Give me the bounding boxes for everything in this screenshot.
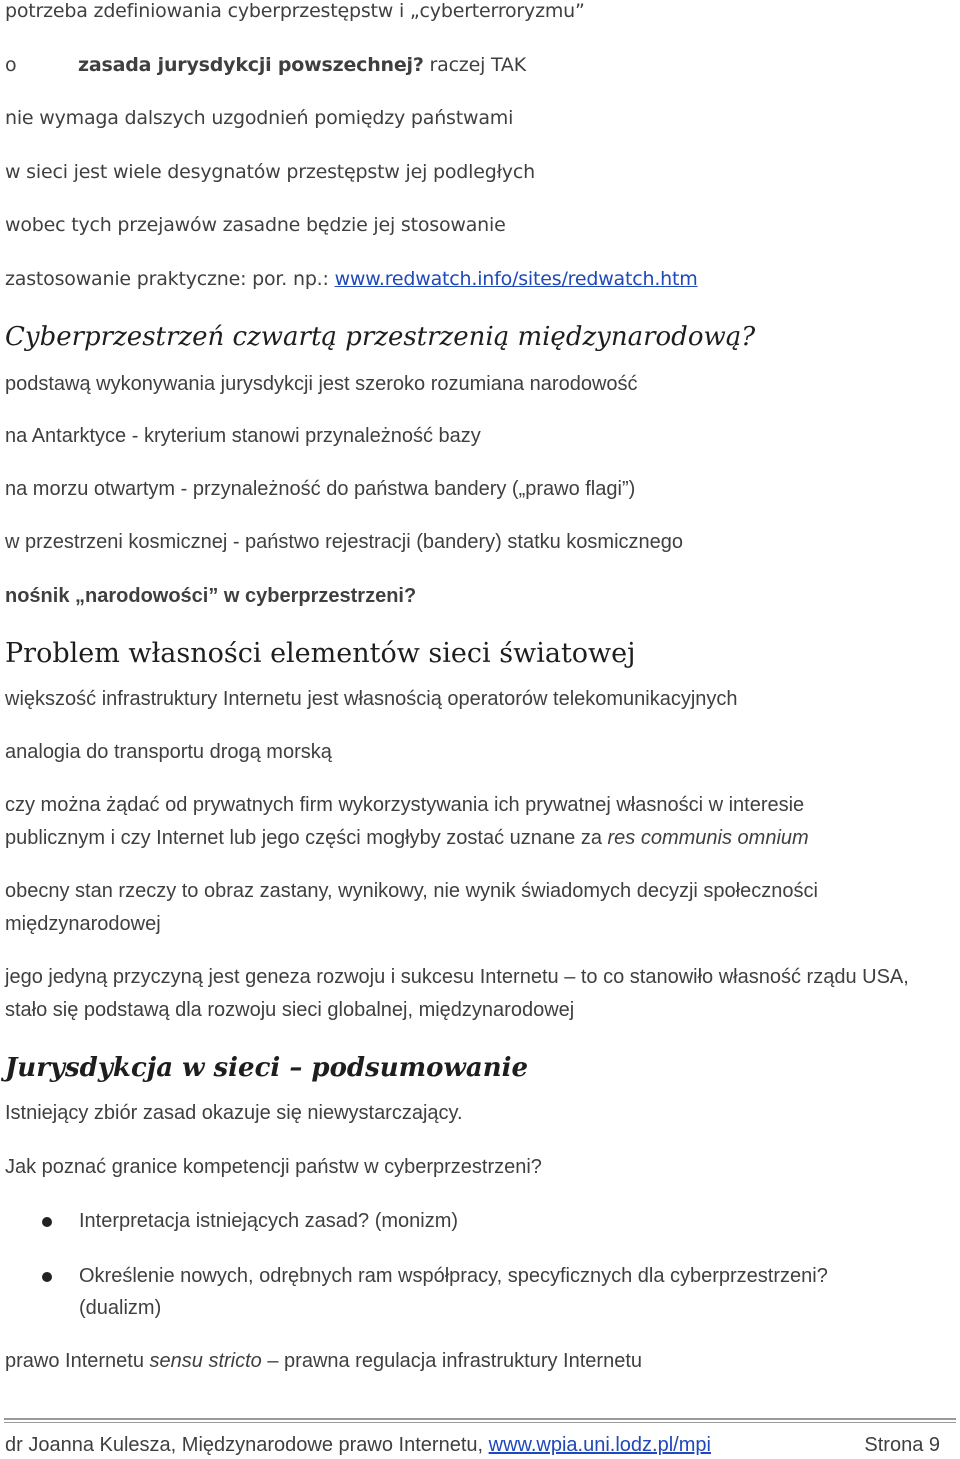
text-line: na Antarktyce - kryterium stanowi przynależność bazy (5, 425, 481, 447)
text: raczej TAK (423, 54, 526, 76)
list-item-continuation: (dualizm) (79, 1297, 162, 1319)
text-line: większość infrastruktury Internetu jest własnością operatorów telekomunikacyjnych (5, 688, 738, 710)
footer-text (5, 1434, 940, 1457)
bold-text: zasada jurysdykcji powszechnej? (78, 54, 424, 76)
text-line: Istniejący zbiór zasad okazuje się niewystarczający. (5, 1102, 463, 1124)
text: prawo Internetu (5, 1350, 150, 1372)
footer-link[interactable]: www.wpia.uni.lodz.pl/mpi (488, 1434, 711, 1456)
text-line: podstawą wykonywania jurysdykcji jest szeroko rozumiana narodowość (5, 373, 638, 395)
bullet-icon (42, 1272, 52, 1282)
text: zastosowanie praktyczne: por. np.: (5, 268, 335, 290)
text-line: w przestrzeni kosmicznej - państwo rejestracji (bandery) statku kosmicznego (5, 531, 684, 553)
list-item: Interpretacja istniejących zasad? (monizm) (79, 1210, 459, 1232)
text-line (78, 54, 526, 76)
text-line (5, 1350, 642, 1373)
bullet-icon (42, 1217, 52, 1227)
text-line: czy można żądać od prywatnych firm wykorzystywania ich prywatnej własności w interesie (5, 794, 805, 816)
text-line: Jak poznać granice kompetencji państw w cyberprzestrzeni? (5, 1156, 542, 1178)
footer-author: dr Joanna Kulesza, Międzynarodowe prawo Internetu, (5, 1434, 489, 1456)
footer-divider (4, 1422, 956, 1423)
list-item: Określenie nowych, odrębnych ram współpracy, specyficznych dla cyberprzestrzeni? (79, 1265, 828, 1287)
text-line: analogia do transportu drogą morską (5, 741, 332, 763)
italic-text: sensu stricto (149, 1350, 262, 1372)
text-line: jego jedyną przyczyną jest geneza rozwoju i sukcesu Internetu – to co stanowiło własność rządu USA, (5, 966, 909, 988)
text-line: nośnik „narodowości” w cyberprzestrzeni? (5, 585, 417, 607)
text-line: nie wymaga dalszych uzgodnień pomiędzy państwami (5, 107, 514, 129)
text-line: wobec tych przejawów zasadne będzie jej stosowanie (5, 214, 506, 236)
text-line: na morzu otwartym - przynależność do państwa bandery („prawo flagi”) (5, 478, 636, 500)
text: – prawna regulacja infrastruktury Internetu (261, 1350, 642, 1372)
sub-bullet-marker: o (5, 54, 17, 76)
section-heading: Jurysdykcja w sieci – podsumowanie (5, 1053, 529, 1083)
redwatch-link[interactable]: www.redwatch.info/sites/redwatch.htm (334, 268, 698, 290)
text-line: obecny stan rzeczy to obraz zastany, wynikowy, nie wynik świadomych decyzji społeczności (5, 880, 818, 902)
text-line (5, 827, 809, 850)
text-line: w sieci jest wiele desygnatów przestępstw jej podległych (5, 161, 535, 183)
footer-divider (4, 1418, 956, 1420)
text-line: stało się podstawą dla rozwoju sieci globalnej, międzynarodowej (5, 999, 575, 1021)
section-heading: Cyberprzestrzeń czwartą przestrzenią międzynarodową? (5, 322, 756, 352)
page-number: Strona 9 (864, 1434, 940, 1456)
italic-text: res communis omnium (607, 827, 809, 849)
text-line: potrzeba zdefiniowania cyberprzestępstw i „cyberterroryzmu” (5, 0, 585, 22)
text-line: międzynarodowej (5, 913, 161, 935)
section-heading: Problem własności elementów sieci światowej (5, 638, 636, 669)
text: publicznym i czy Internet lub jego części mogłyby zostać uznane za (5, 827, 608, 849)
text-line (5, 268, 698, 290)
